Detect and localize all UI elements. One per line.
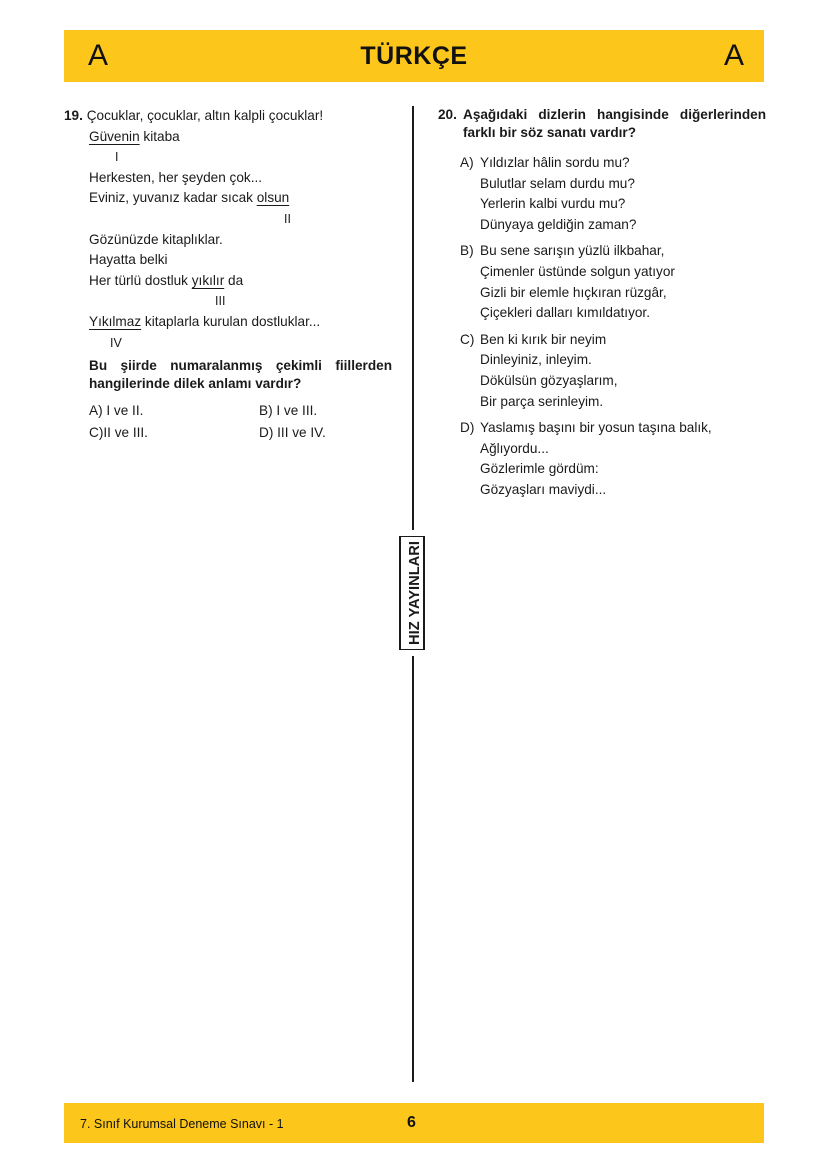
q20-option-line: Gizli bir elemle hıçkıran rüzgâr, (480, 284, 667, 300)
q20-option-a[interactable]: A) Yıldızlar hâlin sordu mu? Bulutlar selam durdu mu? Yerlerin kalbi vurdu mu? Dünyaya geldiğin zaman? (438, 153, 766, 235)
q19-poem-line: Herkesten, her şeyden çok... (89, 169, 263, 185)
q20-option-line: Ağlıyordu... (480, 440, 549, 456)
q20-option-d[interactable]: D) Yaslamış başını bir yosun taşına balık, Ağlıyordu... Gözlerimle gördüm: Gözyaşları maviydi... (438, 418, 766, 500)
q20-option-b[interactable]: B) Bu sene sarışın yüzlü ilkbahar, Çimenler üstünde solgun yatıyor Gizli bir elemle hıçkıran rüzgâr, Çiçekleri dalları kımıldatıyor. (438, 241, 766, 323)
q19-marker-3: III (215, 294, 226, 309)
exam-name: 7. Sınıf Kurumsal Deneme Sınavı - 1 (80, 1117, 284, 1131)
q19-poem-line: Yıkılmaz kitaplarla kurulan dostluklar... (89, 313, 321, 329)
q19-poem-line: Hayatta belki (89, 252, 168, 268)
q20-option-line: Dinleyiniz, inleyim. (480, 352, 592, 368)
q19-number: 19. (64, 108, 83, 123)
question-19 (64, 106, 392, 444)
q20-number: 20. (438, 107, 457, 122)
column-divider-top (412, 106, 414, 530)
q19-poem-line: Gözünüzde kitaplıklar. (89, 231, 223, 247)
brand-logo-text: HIZ YAYINLARI (406, 538, 423, 645)
q19-option-b[interactable]: B) I ve III. (259, 403, 318, 419)
q20-option-line: Çimenler üstünde solgun yatıyor (480, 263, 675, 279)
subject-title: TÜRKÇE (360, 42, 468, 70)
q20-option-line: Yıldızlar hâlin sordu mu? (480, 155, 630, 170)
q19-underlined-verb: Güvenin (89, 128, 140, 144)
q20-option-line: Dökülsün gözyaşlarım, (480, 372, 618, 388)
q19-underlined-verb: yıkılır (191, 272, 225, 288)
page-footer (64, 1103, 764, 1143)
q20-header (438, 106, 766, 141)
q20-option-c[interactable]: C) Ben ki kırık bir neyim Dinleyiniz, inleyim. Dökülsün gözyaşlarım, Bir parça serinleyim. (438, 330, 766, 412)
q20-option-line: Bir parça serinleyim. (480, 393, 604, 409)
q20-option-line: Gözyaşları maviydi... (480, 481, 607, 497)
q20-option-line: Bu sene sarışın yüzlü ilkbahar, (480, 243, 665, 259)
page-number: 6 (407, 1114, 416, 1131)
q19-underlined-verb: Yıkılmaz (89, 313, 142, 329)
q19-marker-2: II (284, 211, 291, 226)
q19-poem-line: Eviniz, yuvanız kadar sıcak olsun (89, 190, 290, 206)
q19-marker-1: I (115, 150, 119, 165)
q19-underlined-verb: olsun (256, 190, 290, 206)
booklet-letter-right: A (723, 39, 744, 72)
q20-option-line: Ben ki kırık bir neyim (480, 331, 607, 347)
column-divider-bottom (412, 656, 414, 1082)
q19-poem-line: Her türlü dostluk yıkılır da (89, 272, 244, 288)
q19-option-a[interactable]: A) I ve II. (89, 403, 144, 419)
booklet-letter-left: A (88, 39, 109, 72)
q20-option-line: Çiçekleri dalları kımıldatıyor. (480, 305, 650, 321)
q19-poem-line: Güvenin kitaba (89, 128, 180, 144)
q19-line-1 (64, 106, 392, 127)
page-header (64, 30, 764, 82)
q20-option-line: Yaslamış başını bir yosun taşına balık, (480, 420, 712, 436)
q19-option-c[interactable]: C)II ve III. (89, 425, 148, 441)
question-20 (438, 106, 766, 501)
q20-option-line: Gözlerimle gördüm: (480, 461, 599, 477)
q19-option-d[interactable]: D) III ve IV. (259, 425, 326, 441)
q19-stem: Bu şiirde numaralanmış çekimli fiillerden hangilerinde dilek anlamı vardır? (89, 358, 392, 391)
q19-options (64, 400, 392, 444)
q19-poem-line: Çocuklar, çocuklar, altın kalpli çocuklar! (86, 108, 324, 123)
q20-option-line: Dünyaya geldiğin zaman? (480, 216, 637, 232)
q20-stem: Aşağıdaki dizlerin hangisinde diğerlerinden farklı bir söz sanatı vardır? (463, 107, 766, 140)
q20-option-line: Bulutlar selam durdu mu? (480, 175, 635, 191)
q19-marker-4: IV (110, 335, 122, 350)
hiz-yayinlari-logo (396, 536, 428, 650)
q20-option-line: Yerlerin kalbi vurdu mu? (480, 196, 626, 212)
